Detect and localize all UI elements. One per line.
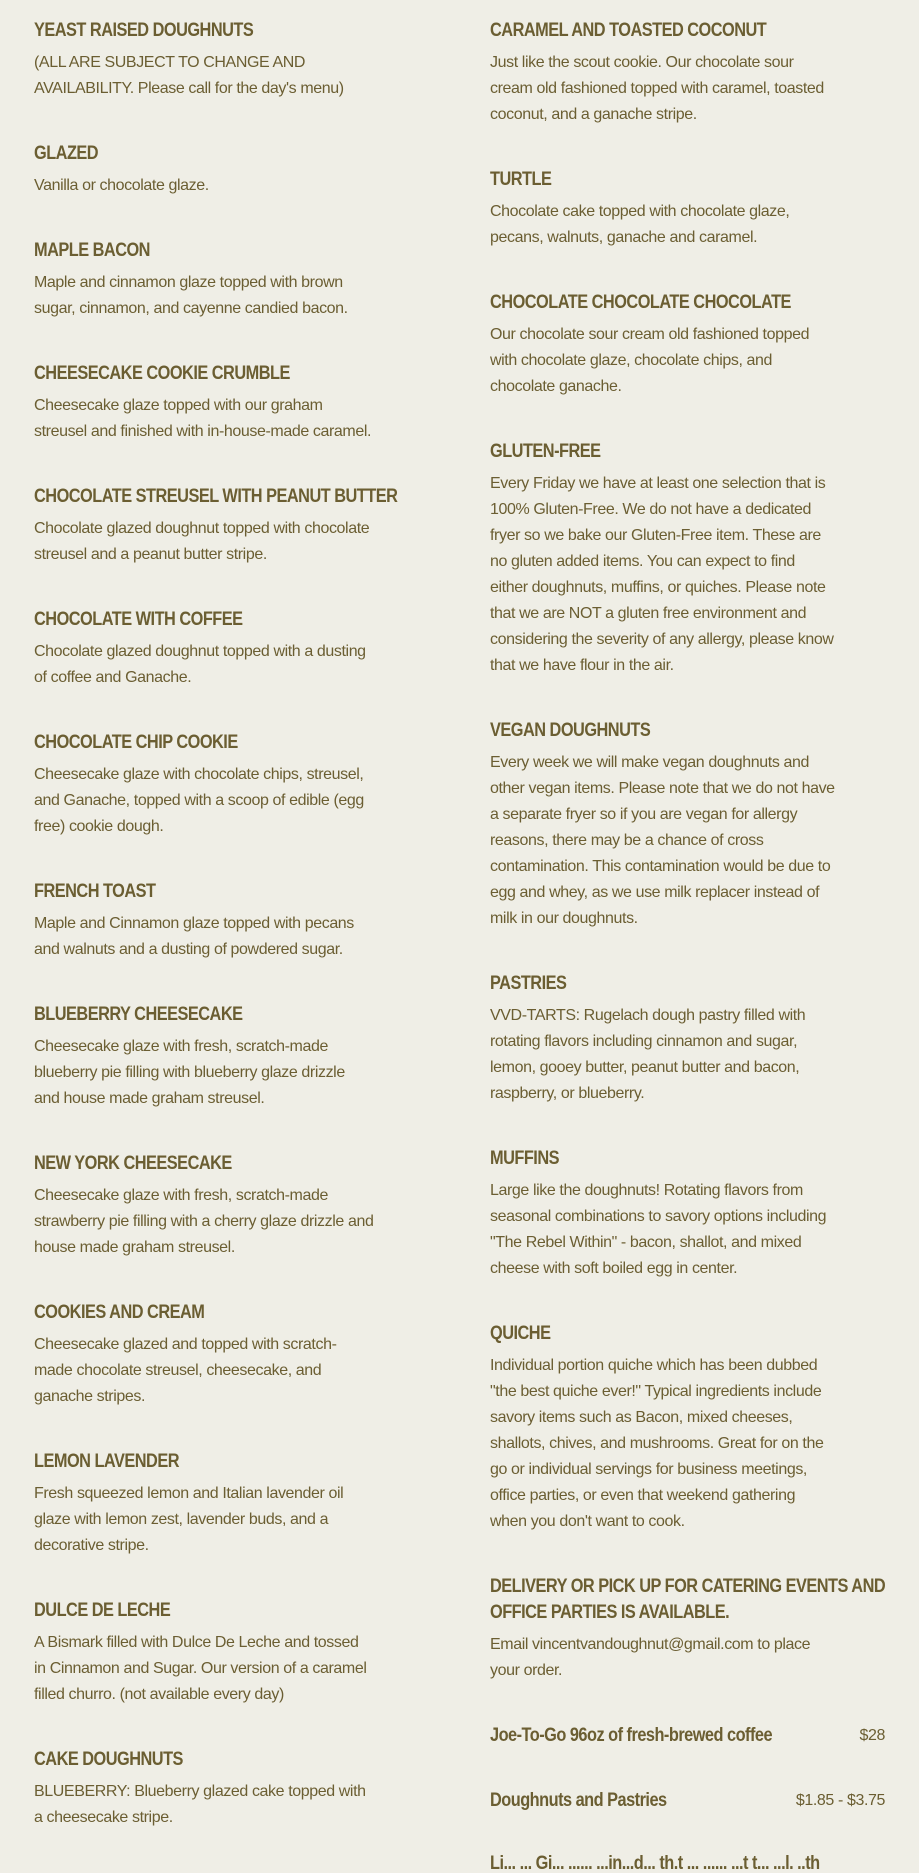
price-item-name: Joe-To-Go 96oz of fresh-brewed coffee [490,1725,773,1746]
menu-item-title: CHOCOLATE WITH COFFEE [34,609,243,630]
menu-item-title: GLAZED [34,143,99,164]
menu-item-description: Every week we will make vegan doughnuts and other vegan items. Please note that we do not have a separate fryer so if you are vegan for allergy reasons, there may be a chance of cross contamination. This contamination would be due to egg and whey, as we use milk replacer instead of milk in our doughnuts. [490,754,835,927]
menu-item-description: Individual portion quiche which has been dubbed "the best quiche ever!" Typical ingredients include savory items such as Bacon, mixed cheeses, shallots, chives, and mushrooms. Great for on the go or individual servings for business meetings, office parties, or even that weekend gathering when you don't want to cook. [490,1357,824,1530]
menu-item-description: Every Friday we have at least one selection that is 100% Gluten-Free. We do not have a dedicated fryer so we bake our Gluten-Free item. These are no gluten added items. You can expect to find either doughnuts, muffins, or quiches. Please note that we are NOT a gluten free environment and considering the severity of any allergy, please know that we have flour in the air. [490,475,834,674]
menu-item-french-toast [34,879,374,963]
menu-item-new-york-cheesecake [34,1151,374,1261]
menu-item-title: VEGAN DOUGHNUTS [490,720,651,741]
price-row-coffee [490,1723,885,1749]
menu-item-gluten-free [490,439,885,679]
menu-item-description: VVD-TARTS: Rugelach dough pastry filled with rotating flavors including cinnamon and sugar, lemon, gooey butter, peanut butter and bacon, raspberry, or blueberry. [490,1007,806,1102]
menu-item-description: Maple and Cinnamon glaze topped with pecans and walnuts and a dusting of powdered sugar. [34,915,354,958]
menu-item-title: CHEESECAKE COOKIE CRUMBLE [34,363,290,384]
menu-item-quiche [490,1321,885,1535]
catering-description: Email vincentvandoughnut@gmail.com to place your order. [490,1636,811,1679]
price-row-doughnuts [490,1788,885,1814]
menu-item-description: Maple and cinnamon glaze topped with brown sugar, cinnamon, and cayenne candied bacon. [34,274,348,317]
menu-item-title: CAKE DOUGHNUTS [34,1749,183,1770]
menu-item-title: YEAST RAISED DOUGHNUTS [34,20,254,41]
menu-item-title: BLUEBERRY CHEESECAKE [34,1004,243,1025]
menu-item-title: LEMON LAVENDER [34,1451,179,1472]
menu-item-muffins [490,1146,885,1282]
menu-item-description: A Bismark filled with Dulce De Leche and tossed in Cinnamon and Sugar. Our version of a caramel filled churro. (not available every day) [34,1634,367,1703]
menu-item-description: Vanilla or chocolate glaze. [34,177,209,194]
menu-item-maple-bacon [34,238,374,322]
menu-item-cookies-and-cream [34,1300,374,1410]
menu-item-description: Cheesecake glaze with chocolate chips, streusel, and Ganache, topped with a scoop of edible (egg free) cookie dough. [34,766,364,835]
menu-item-lemon-lavender [34,1449,374,1559]
menu-item-description: Our chocolate sour cream old fashioned topped with chocolate glaze, chocolate chips, and chocolate ganache. [490,326,810,395]
menu-item-title: FRENCH TOAST [34,881,156,902]
menu-item-dulce-de-leche [34,1598,374,1708]
price-item-value: $1.85 - $3.75 [795,1792,885,1809]
menu-item-blueberry-cheesecake [34,1002,374,1112]
menu-item-description: Cheesecake glaze topped with our graham streusel and finished with in-house-made caramel. [34,397,372,440]
menu-item-description: Chocolate glazed doughnut topped with a dusting of coffee and Ganache. [34,643,366,686]
menu-item-triple-chocolate [490,290,885,400]
menu-item-description: Cheesecake glaze with fresh, scratch-made blueberry pie filling with blueberry glaze drizzle and house made graham streusel. [34,1038,345,1107]
menu-item-description: Cheesecake glaze with fresh, scratch-made strawberry pie filling with a cherry glaze drizzle and house made graham streusel. [34,1187,374,1256]
menu-item-title: CHOCOLATE CHIP COOKIE [34,732,238,753]
menu-item-title: MUFFINS [490,1148,560,1169]
catering-title: DELIVERY OR PICK UP FOR CATERING EVENTS AND OFFICE PARTIES IS AVAILABLE. [490,1576,886,1623]
price-item-name: Doughnuts and Pastries [490,1790,667,1811]
menu-item-title: CHOCOLATE CHOCOLATE CHOCOLATE [490,292,791,313]
menu-item-chocolate-coffee [34,607,374,691]
cutoff-text-line [490,1853,885,1873]
menu-item-title: GLUTEN-FREE [490,441,601,462]
menu-item-description: Cheesecake glazed and topped with scratch-made chocolate streusel, cheesecake, and ganache stripes. [34,1336,337,1405]
menu-item-description: Fresh squeezed lemon and Italian lavender oil glaze with lemon zest, lavender buds, and a decorative stripe. [34,1485,344,1554]
menu-item-title: NEW YORK CHEESECAKE [34,1153,232,1174]
cutoff-text: Li... ... Gi... ...... ...in...d... th.t ... ...... ...t t... ...l. ..th [490,1853,820,1873]
menu-item-description: Chocolate cake topped with chocolate glaze, pecans, walnuts, ganache and caramel. [490,203,790,246]
menu-item-title: QUICHE [490,1323,551,1344]
menu-item-glazed [34,141,374,199]
menu-item-vegan-doughnuts [490,718,885,932]
right-menu-column [490,18,885,1873]
menu-item-pastries [490,971,885,1107]
menu-item-description: BLUEBERRY: Blueberry glazed cake topped with a cheesecake stripe. [34,1783,366,1826]
menu-item-yeast-raised [34,18,374,102]
menu-item-chocolate-chip-cookie [34,730,374,840]
menu-item-turtle [490,167,885,251]
menu-item-description: Just like the scout cookie. Our chocolate sour cream old fashioned topped with caramel, toasted coconut, and a ganache stripe. [490,54,824,123]
menu-item-description: (ALL ARE SUBJECT TO CHANGE AND AVAILABILITY. Please call for the day's menu) [34,54,344,97]
menu-item-description: Chocolate glazed doughnut topped with chocolate streusel and a peanut butter stripe. [34,520,370,563]
menu-item-title: MAPLE BACON [34,240,150,261]
price-item-value: $28 [859,1727,885,1744]
menu-item-title: PASTRIES [490,973,567,994]
menu-item-title: CARAMEL AND TOASTED COCONUT [490,20,767,41]
menu-item-description: Large like the doughnuts! Rotating flavors from seasonal combinations to savory options including "The Rebel Within" - bacon, shallot, and mixed cheese with soft boiled egg in center. [490,1182,827,1277]
menu-item-cake-doughnuts [34,1747,374,1831]
menu-item-title: CHOCOLATE STREUSEL WITH PEANUT BUTTER [34,486,398,507]
catering-notice [490,1574,885,1684]
menu-item-title: TURTLE [490,169,552,190]
menu-item-title: DULCE DE LECHE [34,1600,171,1621]
menu-item-chocolate-streusel [34,484,398,568]
menu-item-title: COOKIES AND CREAM [34,1302,205,1323]
menu-item-caramel-coconut [490,18,885,128]
menu-item-cheesecake-cookie-crumble [34,361,374,445]
left-menu-column [34,18,398,1870]
